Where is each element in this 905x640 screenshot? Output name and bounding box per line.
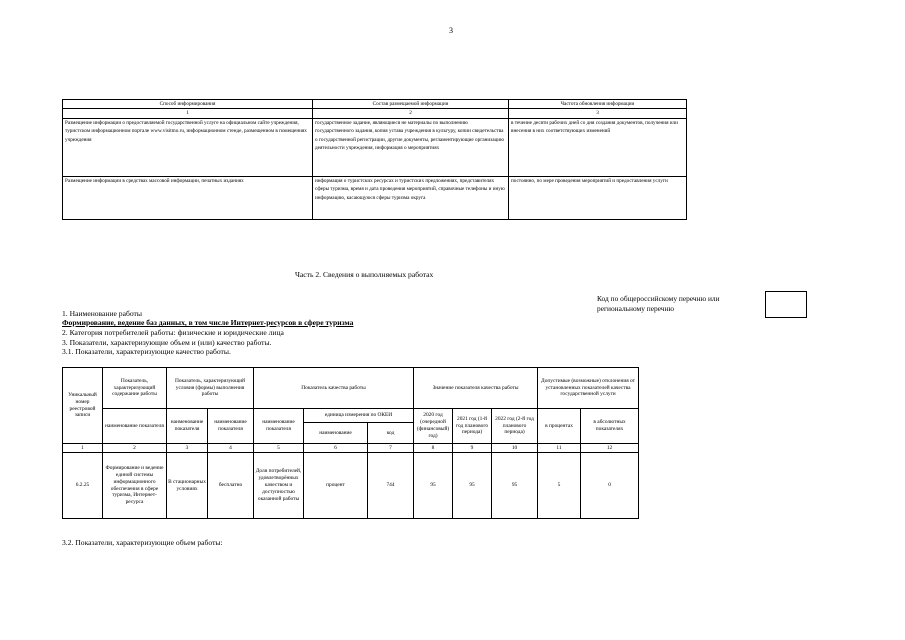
info-col-number: 2 — [313, 109, 509, 118]
column-number: 6 — [304, 444, 368, 453]
subheader-indicator-name: наименование показателя — [103, 409, 167, 444]
header-quality-indicator: Показатель качества работы — [254, 368, 414, 409]
info-col-number: 3 — [509, 109, 687, 118]
info-method-cell: Размещение информации в средствах массовой информации, печатных изданиях — [63, 176, 313, 219]
work-content-cell: Формирование и ведение единой системы информационного обеспечения в сфере туризма, Интернет-ресурса — [103, 453, 167, 519]
registry-code-box — [765, 291, 807, 318]
subheader-year-2022: 2022 год (2-й год планового периода) — [492, 409, 538, 444]
work-name-label: 1. Наименование работы — [62, 309, 142, 318]
deviation-absolute-cell: 0 — [581, 453, 639, 519]
value-2021-cell: 95 — [453, 453, 492, 519]
quality-table — [62, 367, 639, 519]
column-number: 2 — [103, 444, 167, 453]
subheader-indicator-name: наименование показателя — [208, 409, 254, 444]
page-number: 3 — [449, 26, 453, 35]
info-frequency-cell: постоянно, по мере проведения мероприятий и предоставления услуги — [509, 176, 687, 219]
quality-indicator-cell: Доля потребителей, удовлетворённых качеством и доступностью оказанной работы — [254, 453, 304, 519]
subheader-unit-code: код — [368, 423, 414, 444]
info-frequency-cell: в течение десяти рабочих дней со дня создания документов, получения или внесения в них соответствующих изменений — [509, 118, 687, 176]
header-unique-number: Уникальный номер реестровой записи — [63, 368, 103, 444]
subheader-indicator-name: наименование показателя — [254, 409, 304, 444]
unit-name-cell: процент — [304, 453, 368, 519]
payment-cell: бесплатно — [208, 453, 254, 519]
indicators-heading: 3. Показатели, характеризующие объем и (или) качество работы. — [62, 338, 272, 347]
info-col-number: 1 — [63, 109, 313, 118]
deviation-percent-cell: 5 — [538, 453, 581, 519]
subheader-year-2020: 2020 год (очередной (финансовый) год) — [414, 409, 453, 444]
subheader-unit: единица измерения по ОКЕИ — [304, 409, 414, 423]
value-2020-cell: 95 — [414, 453, 453, 519]
info-header-method: Способ информирования — [63, 100, 313, 109]
info-header-frequency: Частота обновления информации — [509, 100, 687, 109]
column-number: 10 — [492, 444, 538, 453]
info-method-cell: Размещение информации о предоставляемой государственной услуге на официальном сайте учреждения, туристском информационном портале www.visitmo.ru, информационном стенде, размещенном в помещениях учреждения — [63, 118, 313, 176]
work-condition-cell: В стационарных условиях — [167, 453, 208, 519]
subheader-unit-name: наименование — [304, 423, 368, 444]
column-number: 5 — [254, 444, 304, 453]
unit-code-cell: 744 — [368, 453, 414, 519]
subheader-indicator-name: наименование показателя — [167, 409, 208, 444]
info-content-cell: государственное задание, являющиеся не материалы по выполнению государственного задания, копия устава учреждения в культуру, копии свидетельства о государственной регистрации, другие документы, регламентирующие организацию деятельности учреждения, информация о мероприятиях — [313, 118, 509, 176]
column-number: 8 — [414, 444, 453, 453]
column-number: 9 — [453, 444, 492, 453]
info-header-content: Состав размещаемой информации — [313, 100, 509, 109]
info-content-cell: информация о туристских ресурсах и туристских предложениях, представителях сферы туризма, время и дата проведения мероприятий, справочные телефоны и иную информацию, касающуюся сферы туризма округа — [313, 176, 509, 219]
header-content-indicator: Показатель, характеризующий содержание работы — [103, 368, 167, 409]
column-number: 12 — [581, 444, 639, 453]
subheader-absolute: в абсолютных показателях — [581, 409, 639, 444]
subheader-year-2021: 2021 год (1-й год планового периода) — [453, 409, 492, 444]
value-2022-cell: 95 — [492, 453, 538, 519]
column-number: 7 — [368, 444, 414, 453]
unique-number-cell: 6.2.25 — [63, 453, 103, 519]
header-condition-indicator: Показатель, характеризующий условия (формы) выполнения работы — [167, 368, 254, 409]
volume-heading: 3.2. Показатели, характеризующие объем работы: — [62, 538, 223, 547]
work-name-value: Формирование, ведение баз данных, в том числе Интернет-ресурсов в сфере туризма — [62, 318, 354, 327]
info-table — [62, 99, 687, 220]
quality-heading: 3.1. Показатели, характеризующие качество работы. — [62, 347, 231, 356]
column-number: 4 — [208, 444, 254, 453]
column-number: 3 — [167, 444, 208, 453]
column-number: 1 — [63, 444, 103, 453]
registry-code-label: Код по общероссийскому перечню или региональному перечню — [597, 294, 720, 313]
column-number: 11 — [538, 444, 581, 453]
header-quality-value: Значение показателя качества работы — [414, 368, 538, 409]
subheader-percent: в процентах — [538, 409, 581, 444]
part-title: Часть 2. Сведения о выполняемых работах — [295, 270, 434, 279]
consumer-category: 2. Категория потребителей работы: физические и юридические лица — [62, 328, 284, 337]
header-deviation: Допустимые (возможные) отклонения от установленных показателей качества государственной услуги — [538, 368, 639, 409]
